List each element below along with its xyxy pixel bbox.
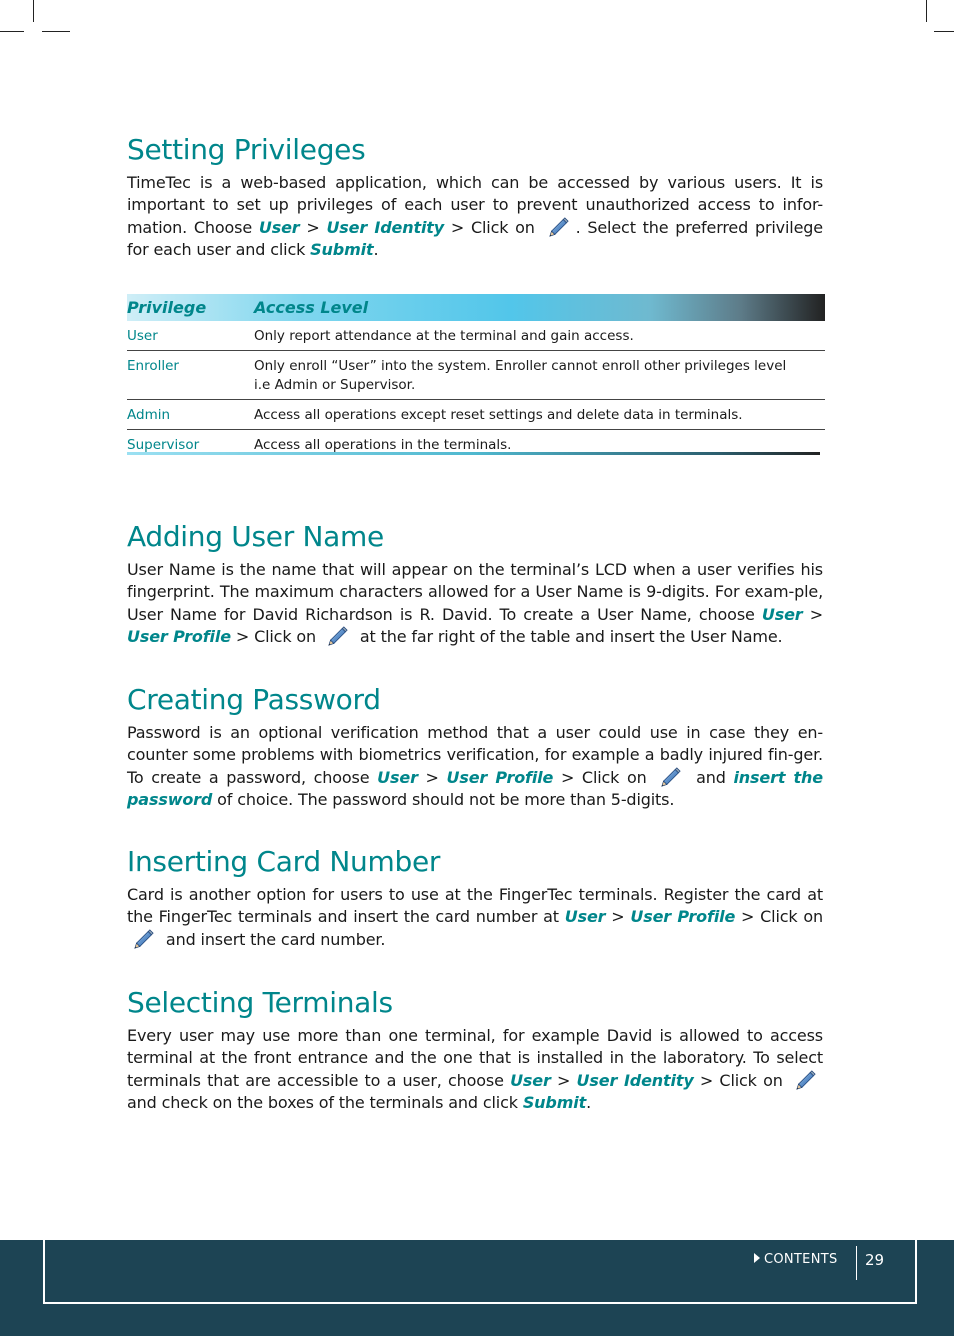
page-number: 29 [865, 1251, 885, 1269]
section-selecting-terminals [127, 986, 823, 1115]
menu-link-user-profile[interactable]: User Profile [127, 627, 231, 647]
crop-mark [934, 31, 954, 32]
privilege-table [127, 294, 825, 459]
menu-link-user[interactable]: User [510, 1070, 551, 1090]
text: . [586, 1093, 592, 1113]
submit-link[interactable]: Submit [522, 1093, 587, 1113]
section-title: Selecting Terminals [127, 986, 393, 1019]
submit-link[interactable]: Submit [310, 240, 374, 260]
access-cell: Access all operations except reset settings and delete data in terminals. [254, 400, 825, 430]
text: . [373, 240, 379, 260]
text: > [802, 604, 823, 624]
pencil-icon[interactable] [791, 1070, 821, 1090]
text: > [605, 907, 631, 927]
section-body [127, 884, 823, 951]
menu-link-user[interactable]: User [258, 217, 300, 237]
access-cell: Only enroll “User” into the system. Enroller cannot enroll other privileges level i.e Admin or Supervisor. [254, 351, 825, 400]
text: and [688, 767, 734, 787]
text: TimeTec is a web-based application, which can be accessed by various users. It is important to set up privileges of each user to prevent unauthorized access to infor-mation. Choose [127, 173, 823, 237]
text: and insert the card number. [161, 929, 386, 949]
text: and check on the boxes of the terminals and click [127, 1093, 523, 1113]
text: > [550, 1070, 577, 1090]
text: > Click on [553, 767, 655, 787]
pencil-icon[interactable] [544, 217, 574, 237]
table-row [127, 400, 825, 430]
table-row [127, 351, 825, 400]
pencil-icon[interactable] [323, 626, 353, 646]
section-body [127, 172, 823, 262]
contents-label: CONTENTS [764, 1252, 838, 1267]
table-row [127, 430, 825, 460]
section-body [127, 722, 823, 812]
text: > Click on [693, 1070, 789, 1090]
privilege-cell: Supervisor [127, 437, 200, 453]
section-body [127, 1025, 823, 1115]
text: Card is another option for users to use at the FingerTec terminals. Register the card at the FingerTec terminals and insert the card number at [127, 885, 823, 927]
menu-link-user-identity[interactable]: User Identity [326, 217, 445, 237]
text: of choice. The password should not be more than 5-digits. [212, 790, 675, 810]
access-cell: Access all operations in the terminals. [254, 437, 512, 453]
section-creating-password [127, 683, 823, 812]
privilege-cell: User [127, 321, 254, 351]
crop-mark [42, 31, 70, 32]
text: at the far right of the table and insert the User Name. [354, 627, 783, 647]
triangle-right-icon [754, 1253, 760, 1263]
section-setting-privileges [127, 133, 823, 262]
text: > Click on [444, 217, 542, 237]
menu-link-user[interactable]: User [564, 907, 606, 927]
section-inserting-card-number [127, 845, 823, 951]
pencil-icon[interactable] [656, 767, 686, 787]
crop-mark [33, 0, 34, 22]
section-title: Adding User Name [127, 520, 384, 553]
section-body [127, 559, 823, 649]
text: Password is an optional verification method that a user could use in case they en-counter some problems with biometrics verification, for example a badly injured fin-ger. To create a password, choose [127, 723, 823, 787]
section-title: Setting Privileges [127, 133, 366, 166]
text: > Click on [735, 907, 823, 927]
text: > Click on [230, 627, 321, 647]
column-header-access-level: Access Level [254, 298, 369, 317]
menu-link-user[interactable]: User [761, 604, 803, 624]
crop-mark [926, 0, 927, 22]
text: > [299, 217, 327, 237]
section-title: Inserting Card Number [127, 845, 441, 878]
table-row [127, 321, 825, 351]
footer-divider [856, 1246, 857, 1280]
pencil-icon[interactable] [129, 929, 159, 949]
menu-link-user-profile[interactable]: User Profile [446, 767, 554, 787]
section-adding-user-name [127, 520, 823, 649]
access-cell: Only report attendance at the terminal and gain access. [254, 321, 825, 351]
menu-link-user[interactable]: User [377, 767, 418, 787]
section-title: Creating Password [127, 683, 381, 716]
text: . Select the preferred privilege for each user and click [127, 217, 823, 260]
footer-frame [43, 1240, 917, 1304]
text: Every user may use more than one terminal, for example David is allowed to access terminal at the front entrance and the one that is installed in the laboratory. To select terminals that are accessible to a user, choose [127, 1026, 823, 1090]
privilege-cell: Admin [127, 400, 254, 430]
column-header-privilege: Privilege [127, 298, 207, 317]
privilege-cell: Enroller [127, 351, 254, 400]
menu-link-user-identity[interactable]: User Identity [576, 1070, 694, 1090]
menu-link-user-profile[interactable]: User Profile [630, 907, 736, 927]
insert-password-link[interactable]: insert the password [127, 767, 823, 810]
contents-link[interactable] [754, 1252, 838, 1267]
text: User Name is the name that will appear on the terminal’s LCD when a user verifies his fingerprint. The maximum characters allowed for a User Name is 9-digits. For exam-ple, User Name for David Richardson is R. David. To create a User Name, choose [127, 560, 823, 624]
crop-mark [0, 31, 24, 32]
text: > [417, 767, 447, 787]
